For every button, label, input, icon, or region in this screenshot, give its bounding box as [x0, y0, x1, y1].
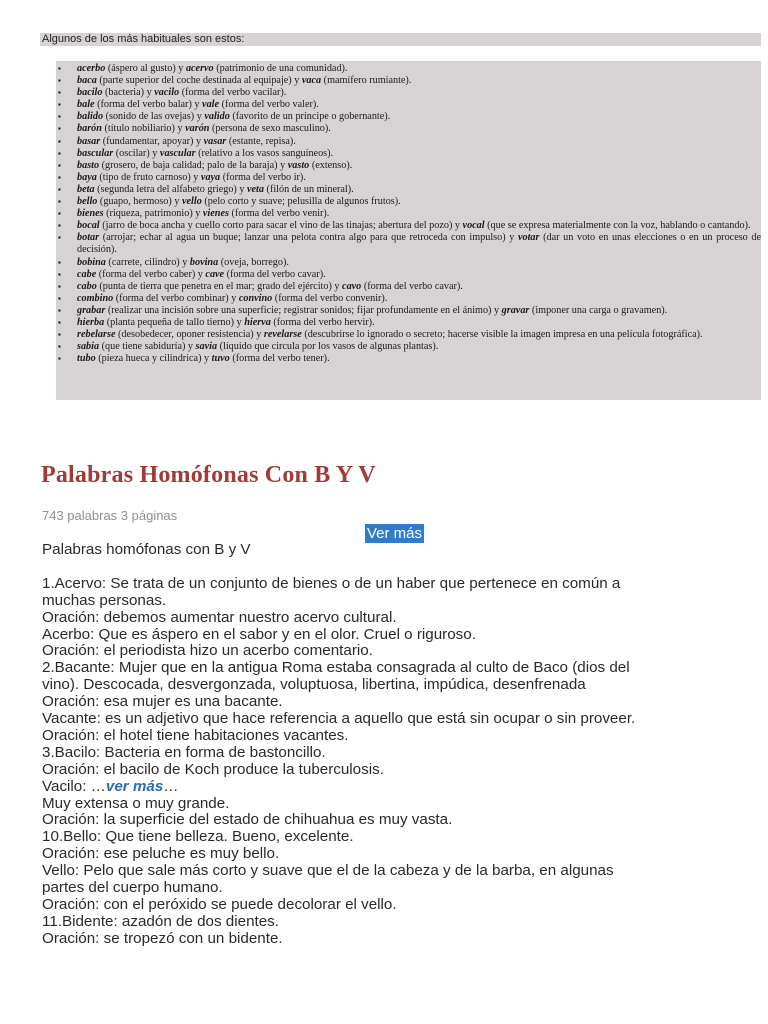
body-line: Palabras homófonas con B y V — [42, 541, 251, 558]
word-definition: (guapo, hermoso) — [99, 196, 172, 208]
word-term: hierba — [77, 316, 105, 328]
list-item: ▪ bocal (jarro de boca ancha y cuello corto para sacar el vino de las tinajas; abertura del pozo) y vocal (que se expresa materialmente con la voz, hablando o cantando). — [58, 220, 751, 232]
bullet-icon: ▪ — [58, 269, 61, 279]
body-line: Vacante: es un adjetivo que hace referencia a aquello que está sin ocupar o sin proveer. — [42, 710, 636, 728]
word-term: vaya — [200, 171, 221, 183]
word-definition: (forma del verbo venir). — [231, 208, 330, 220]
word-definition: (forma del verbo ir). — [222, 171, 306, 183]
word-term: vascular — [159, 147, 196, 159]
word-term: cave — [205, 268, 225, 280]
word-term: combino — [77, 292, 114, 304]
bullet-icon: ▪ — [58, 148, 61, 158]
word-term: acerbo — [77, 63, 106, 74]
word-definition: (líquido que circula por los vasos de algunas plantas). — [219, 341, 439, 353]
word-term: veta — [247, 183, 264, 195]
body-line: Oración: la superficie del estado de chihuahua es muy vasta. — [42, 811, 453, 829]
word-definition: (forma del verbo convenir). — [274, 292, 388, 304]
bullet-icon: ▪ — [58, 209, 61, 219]
word-term: hierva — [244, 316, 271, 328]
list-item: ▪ basar (fundamentar, apoyar) y vasar (estante, repisa). — [58, 135, 296, 147]
word-definition: (sonido de las ovejas) — [105, 111, 195, 123]
word-definition: (filón de un mineral). — [266, 183, 354, 195]
body-line: Oración: ese peluche es muy bello. — [42, 845, 280, 863]
word-term: sabia — [77, 341, 100, 353]
word-term: cavo — [342, 280, 362, 292]
body-line: 3.Bacilo: Bacteria en forma de bastoncillo. — [42, 743, 326, 761]
list-item: ▪ rebelarse (desobedecer, oponer resistencia) y revelarse (descubrirse lo ignorado o secreto; hacerse visible la imagen impresa en una película fotográfica). — [58, 329, 703, 341]
word-definition: (forma del verbo vacilar). — [181, 87, 287, 99]
bullet-icon: ▪ — [58, 88, 61, 98]
word-definition: (título nobiliario) — [104, 123, 175, 135]
word-definition: (grosero, de baja calidad; palo de la baraja) — [101, 159, 278, 171]
word-term: bale — [77, 99, 95, 111]
list-item: ▪ cabe (forma del verbo caber) y cave (forma del verbo cavar). — [58, 268, 326, 280]
list-item: ▪ barón (título nobiliario) y varón (persona de sexo masculino). — [58, 123, 331, 135]
list-item: ▪ baca (parte superior del coche destinada al equipaje) y vaca (mamífero rumiante). — [58, 75, 412, 87]
word-term: varón — [185, 123, 210, 135]
word-definition: (pieza hueca y cilíndrica) — [98, 353, 202, 365]
word-definition: (fundamentar, apoyar) — [102, 135, 194, 147]
word-term: bovina — [189, 256, 219, 268]
list-item: ▪ bale (forma del verbo balar) y vale (forma del verbo valer). — [58, 99, 319, 111]
word-term: vocal — [462, 220, 485, 232]
bullet-icon: ▪ — [58, 112, 61, 122]
word-definition: (forma del verbo combinar) — [115, 292, 229, 304]
word-term: vasto — [287, 159, 310, 171]
list-item: ▪ bacilo (bacteria) y vacilo (forma del verbo vacilar). — [58, 87, 287, 99]
word-definition: (planta pequeña de tallo tierno) — [106, 316, 235, 328]
word-definition: (que tiene sabiduría) — [101, 341, 186, 353]
bullet-icon: ▪ — [58, 233, 61, 243]
word-definition: (desobedecer, oponer resistencia) — [118, 329, 254, 341]
word-term: gravar — [501, 304, 530, 316]
word-term: botar — [77, 232, 100, 244]
word-term: savia — [195, 341, 218, 353]
body-line: Oración: el bacilo de Koch produce la tuberculosis. — [42, 760, 384, 778]
word-definition: (tipo de fruto carnoso) — [99, 171, 191, 183]
bullet-icon: ▪ — [58, 64, 61, 73]
word-term: baca — [77, 75, 97, 87]
bullet-icon: ▪ — [58, 330, 61, 340]
ver-mas-button[interactable]: Ver más — [367, 525, 423, 542]
word-term: basar — [77, 135, 101, 147]
list-item: ▪ bienes (riqueza, patrimonio) y vienes (forma del verbo venir). — [58, 208, 330, 220]
body-line: muchas personas. — [42, 591, 167, 609]
body-line: Vello: Pelo que sale más corto y suave que el de la cabeza y de la barba, en algunas — [42, 862, 614, 880]
word-term: vello — [181, 196, 202, 208]
body-line: partes del cuerpo humano. — [42, 879, 223, 897]
bullet-icon: ▪ — [58, 305, 61, 315]
word-definition: (forma del verbo caber) — [98, 268, 196, 280]
body-line: Acerbo: Que es áspero en el sabor y en el olor. Cruel o riguroso. — [42, 625, 476, 643]
word-term: beta — [77, 183, 95, 195]
word-definition: (forma del verbo valer). — [221, 99, 319, 111]
word-term: vasar — [203, 135, 227, 147]
word-term: bobina — [77, 256, 106, 268]
word-definition: (dar un voto en unas elecciones o en un proceso de decisión). — [77, 232, 762, 256]
list-item: ▪ beta (segunda letra del alfabeto griego) y veta (filón de un mineral). — [58, 183, 354, 195]
bullet-icon: ▪ — [58, 136, 61, 146]
word-definition: (forma del verbo hervir). — [273, 316, 375, 328]
intro-text: Algunos de los más habituales son estos: — [40, 33, 761, 46]
list-item: ▪ balido (sonido de las ovejas) y valido (favorito de un príncipe o gobernante). — [58, 111, 391, 123]
word-definition: (forma del verbo tener). — [232, 353, 330, 365]
list-item: ▪ sabia (que tiene sabiduría) y savia (líquido que circula por los vasos de algunas plantas). — [58, 341, 439, 353]
word-definition: (forma del verbo cavar). — [363, 280, 463, 292]
word-definition: (descubrirse lo ignorado o secreto; hacerse visible la imagen impresa en una película fotográfica). — [304, 329, 703, 341]
word-term: convino — [238, 292, 273, 304]
word-term: tubo — [77, 353, 96, 365]
bullet-icon: ▪ — [58, 221, 61, 231]
word-definition: (imponer una carga o gravamen). — [531, 304, 668, 316]
homophone-list — [56, 63, 761, 365]
word-definition: (pelo corto y suave; pelusilla de algunos frutos). — [204, 196, 401, 208]
body-line: 11.Bidente: azadón de dos dientes. — [42, 912, 279, 930]
word-definition: (patrimonio de una comunidad). — [216, 63, 348, 74]
bullet-icon: ▪ — [58, 160, 61, 170]
word-term: bello — [77, 196, 98, 208]
word-term: bacilo — [77, 87, 103, 99]
word-term: valido — [204, 111, 230, 123]
word-term: votar — [517, 232, 540, 244]
body-line: 1.Acervo: Se trata de un conjunto de bienes o de un haber que pertenece en común a — [42, 574, 621, 592]
body-line: Oración: esa mujer es una bacante. — [42, 693, 283, 711]
word-definition: (punta de tierra que penetra en el mar; grado del ejército) — [99, 280, 332, 292]
list-item: ▪ baya (tipo de fruto carnoso) y vaya (forma del verbo ir). — [58, 171, 306, 183]
list-item: ▪ bobina (carrete, cilindro) y bovina (oveja, borrego). — [58, 256, 289, 268]
paragraph-gap — [42, 559, 762, 576]
body-line: Oración: el periodista hizo un acerbo comentario. — [42, 642, 373, 660]
word-definition: (arrojar; echar al agua un buque; lanzar una pelota contra algo para que retroceda con impulso) — [102, 232, 506, 244]
bullet-icon: ▪ — [58, 172, 61, 182]
document-body — [42, 542, 762, 948]
word-term: rebelarse — [77, 329, 116, 341]
word-definition: (oveja, borrego). — [220, 256, 289, 268]
word-term: baya — [77, 171, 97, 183]
word-term: cabe — [77, 268, 97, 280]
word-term: bocal — [77, 220, 100, 232]
body-line: Oración: debemos aumentar nuestro acervo cultural. — [42, 608, 397, 626]
word-definition: (relativo a los vasos sanguíneos). — [198, 147, 334, 159]
word-term: bienes — [77, 208, 104, 220]
ver-mas-link[interactable]: ver más — [105, 777, 164, 795]
list-item: ▪ bello (guapo, hermoso) y vello (pelo corto y suave; pelusilla de algunos frutos). — [58, 196, 401, 208]
word-term: basto — [77, 159, 100, 171]
body-line: Oración: el hotel tiene habitaciones vacantes. — [42, 726, 349, 744]
word-definition: (segunda letra del alfabeto griego) — [97, 183, 237, 195]
list-item: ▪ tubo (pieza hueca y cilíndrica) y tuvo (forma del verbo tener). — [58, 353, 330, 365]
word-definition: (forma del verbo balar) — [97, 99, 192, 111]
bullet-icon: ▪ — [58, 124, 61, 134]
bullet-icon: ▪ — [58, 257, 61, 267]
word-term: bascular — [77, 147, 114, 159]
word-definition: (realizar una incisión sobre una superficie; registrar sonidos; fijar profundamente en el ánimo) — [107, 304, 492, 316]
list-item: ▪ hierba (planta pequeña de tallo tierno) y hierva (forma del verbo hervir). — [58, 316, 375, 328]
body-line: Oración: con el peróxido se puede decolorar el vello. — [42, 896, 397, 914]
list-item: ▪ basto (grosero, de baja calidad; palo de la baraja) y vasto (extenso). — [58, 159, 353, 171]
list-item: ▪ combino (forma del verbo combinar) y convino (forma del verbo convenir). — [58, 292, 388, 304]
word-definition: (áspero al gusto) — [107, 63, 176, 74]
body-line: Oración: se tropezó con un bidente. — [42, 929, 283, 947]
body-line-with-link — [42, 779, 762, 796]
bullet-icon: ▪ — [58, 281, 61, 291]
body-text: Vacilo: … — [42, 777, 106, 795]
word-definition: (bacteria) — [105, 87, 145, 99]
word-definition: (mamífero rumiante). — [323, 75, 412, 87]
bullet-icon: ▪ — [58, 197, 61, 207]
body-line: 10.Bello: Que tiene belleza. Bueno, excelente. — [42, 828, 354, 846]
list-item: ▪ cabo (punta de tierra que penetra en el mar; grado del ejército) y cavo (forma del verbo cavar). — [58, 280, 463, 292]
list-item: ▪ botar (arrojar; echar al agua un buque; lanzar una pelota contra algo para que retroceda con impulso) y votar (dar un voto en unas elecciones o en un proceso de decisión). — [58, 232, 762, 256]
word-term: balido — [77, 111, 104, 123]
bullet-icon: ▪ — [58, 100, 61, 110]
word-term: vale — [202, 99, 220, 111]
word-definition: (carrete, cilindro) — [108, 256, 180, 268]
word-term: vacilo — [154, 87, 180, 99]
word-definition: (persona de sexo masculino). — [212, 123, 331, 135]
word-definition: (extenso). — [311, 159, 353, 171]
word-term: grabar — [77, 304, 106, 316]
word-term: barón — [77, 123, 102, 135]
word-term: revelarse — [263, 329, 302, 341]
list-item: ▪ acerbo (áspero al gusto) y acervo (patrimonio de una comunidad). — [58, 63, 348, 74]
word-definition: (parte superior del coche destinada al equipaje) — [99, 75, 292, 87]
word-term: cabo — [77, 280, 97, 292]
bullet-icon: ▪ — [58, 342, 61, 352]
bullet-icon: ▪ — [58, 184, 61, 194]
bullet-icon: ▪ — [58, 293, 61, 303]
body-line: Muy extensa o muy grande. — [42, 794, 230, 812]
word-definition: (oscilar) — [115, 147, 150, 159]
word-term: tuvo — [211, 353, 230, 365]
body-line: vino). Descocada, desvergonzada, voluptuosa, libertina, impúdica, desenfrenada — [42, 676, 586, 694]
document-meta: 743 palabras 3 páginas — [42, 508, 178, 523]
list-item: ▪ grabar (realizar una incisión sobre una superficie; registrar sonidos; fijar profundamente en el ánimo) y gravar (imponer una carga o gravamen). — [58, 304, 668, 316]
word-definition: (jarro de boca ancha y cuello corto para sacar el vino de las tinajas; abertura del pozo) — [102, 220, 453, 232]
list-item: ▪ bascular (oscilar) y vascular (relativo a los vasos sanguíneos). — [58, 147, 334, 159]
body-line: 2.Bacante: Mujer que en la antigua Roma estaba consagrada al culto de Baco (dios del — [42, 659, 630, 677]
bullet-icon: ▪ — [58, 354, 61, 364]
word-definition: (estante, repisa). — [228, 135, 296, 147]
page-title: Palabras Homófonas Con B Y V — [41, 462, 376, 488]
bullet-icon: ▪ — [58, 76, 61, 86]
word-term: vaca — [301, 75, 322, 87]
word-definition: (que se expresa materialmente con la voz, hablando o cantando). — [487, 220, 751, 232]
word-definition: (favorito de un príncipe o gobernante). — [232, 111, 391, 123]
word-definition: (forma del verbo cavar). — [226, 268, 326, 280]
bullet-icon: ▪ — [58, 317, 61, 327]
word-definition: (riqueza, patrimonio) — [106, 208, 193, 220]
word-term: acervo — [185, 63, 214, 74]
body-text: … — [163, 777, 179, 795]
word-term: vienes — [202, 208, 229, 220]
